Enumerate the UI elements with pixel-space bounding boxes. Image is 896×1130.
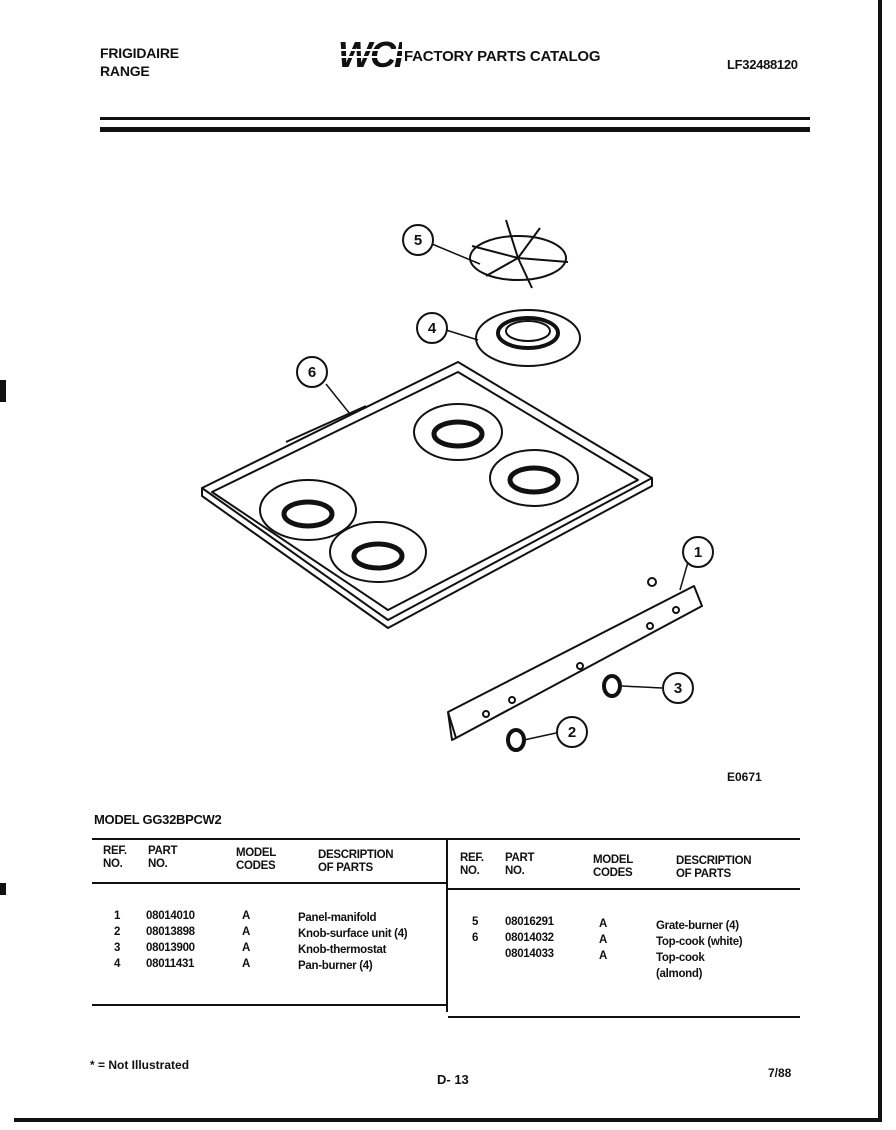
header-model-codes: MODEL CODES — [236, 847, 277, 872]
table-divider — [446, 840, 448, 1012]
table-header-rule-left — [92, 882, 446, 884]
cooktop-part — [202, 362, 652, 628]
catalog-title: FACTORY PARTS CATALOG — [404, 48, 601, 65]
code-cell: A — [242, 910, 251, 922]
header-rule-thick — [100, 127, 810, 132]
table-bottom-rule-left — [92, 1004, 446, 1006]
part-cell: 08014033 — [505, 948, 554, 960]
desc-cell: (almond) — [656, 968, 703, 980]
wci-logo — [336, 34, 402, 74]
ref-cell: 1 — [114, 910, 121, 922]
table-header-rule-right — [448, 888, 800, 890]
part-cell: 08013900 — [146, 942, 195, 954]
header-description: DESCRIPTION OF PARTS — [676, 855, 752, 880]
ref-cell: 4 — [114, 958, 121, 970]
callout-label: 6 — [307, 364, 317, 381]
table-row — [599, 916, 607, 964]
binding-mark — [0, 883, 6, 895]
burner-pan-part — [476, 310, 580, 366]
binding-mark — [0, 380, 6, 402]
table-row — [114, 908, 120, 972]
code-cell: A — [599, 934, 608, 946]
exploded-parts-diagram — [190, 200, 750, 780]
desc-cell: Top-cook — [656, 952, 705, 964]
table-row — [146, 908, 195, 972]
part-cell: 08014010 — [146, 910, 195, 922]
desc-cell: Knob-surface unit (4) — [298, 928, 408, 940]
table-row — [242, 908, 250, 972]
table-row — [472, 914, 478, 946]
ref-cell: 6 — [472, 932, 479, 944]
table-row — [656, 918, 742, 982]
header-part: PART NO. — [505, 852, 535, 877]
part-cell: 08013898 — [146, 926, 195, 938]
logo-text: WCI — [338, 34, 402, 74]
callout-label: 4 — [427, 320, 437, 337]
brand-name: FRIGIDAIRE — [100, 45, 179, 61]
header-rule — [100, 117, 810, 120]
panel-manifold-part — [448, 578, 702, 740]
brand-block — [100, 44, 179, 80]
header-ref: REF. NO. — [103, 845, 127, 870]
desc-cell: Pan-burner (4) — [298, 960, 373, 972]
table-bottom-rule-right — [448, 1016, 800, 1018]
ref-cell: 2 — [114, 926, 121, 938]
callout-label: 5 — [413, 232, 423, 249]
revision-date: 7/88 — [768, 1066, 792, 1080]
part-cell: 08011431 — [146, 958, 195, 970]
table-row — [298, 910, 407, 974]
page-number: D- 13 — [437, 1072, 469, 1087]
ref-cell: 3 — [114, 942, 121, 954]
desc-cell: Grate-burner (4) — [656, 920, 739, 932]
header-part: PART NO. — [148, 845, 178, 870]
diagram-id: E0671 — [727, 770, 762, 784]
callout-label: 1 — [693, 544, 703, 561]
part-cell: 08016291 — [505, 916, 554, 928]
desc-cell: Panel-manifold — [298, 912, 377, 924]
catalog-number: LF32488120 — [727, 57, 798, 72]
product-type: RANGE — [100, 63, 150, 79]
footnote: * = Not Illustrated — [90, 1058, 190, 1072]
header-model-codes: MODEL CODES — [593, 854, 634, 879]
model-number: MODEL GG32BPCW2 — [94, 812, 222, 827]
part-cell: 08014032 — [505, 932, 554, 944]
code-cell: A — [242, 958, 251, 970]
code-cell: A — [242, 942, 251, 954]
desc-cell: Knob-thermostat — [298, 944, 387, 956]
code-cell: A — [599, 918, 608, 930]
grate-burner-part — [470, 220, 568, 288]
desc-cell: Top-cook (white) — [656, 936, 743, 948]
ref-cell: 5 — [472, 916, 479, 928]
header-description: DESCRIPTION OF PARTS — [318, 849, 394, 874]
code-cell: A — [242, 926, 251, 938]
knob-surface-part — [508, 730, 524, 750]
table-row — [505, 914, 554, 962]
knob-thermostat-part — [604, 676, 620, 696]
header-ref: REF. NO. — [460, 852, 484, 877]
callout-leaders — [326, 244, 688, 740]
code-cell: A — [599, 950, 608, 962]
callout-label: 3 — [673, 680, 683, 697]
callout-label: 2 — [567, 724, 577, 741]
